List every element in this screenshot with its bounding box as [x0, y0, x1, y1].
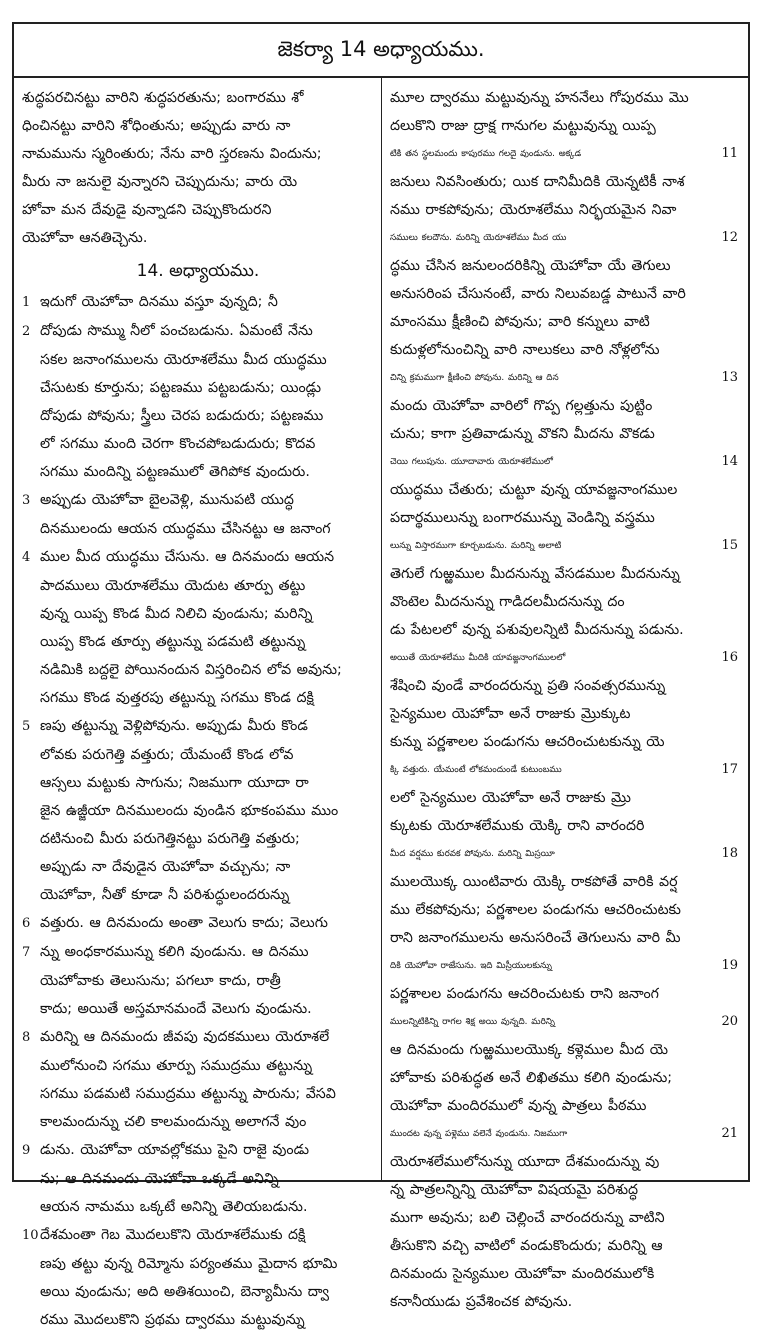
text-line — [22, 1165, 374, 1193]
text-line — [22, 486, 374, 515]
verse-number: 7 — [22, 945, 31, 960]
text-line — [390, 140, 738, 168]
line-text: డును. యెహోవా యావల్లోకము పైని రాజై వుండు — [40, 1142, 310, 1158]
text-line — [22, 1108, 374, 1136]
line-text: క్కి వత్తురు. యేమంటే లోకమందుండే కుటుంబము — [390, 765, 562, 775]
line-text: లలో సైన్యముల యెహోవా అనే రాజుకు మ్రొ — [390, 790, 631, 806]
verse-number: 3 — [22, 493, 31, 508]
verse-number: 20 — [721, 1014, 738, 1029]
text-line — [390, 112, 730, 140]
line-text: పదార్థములున్ను బంగారమున్ను వెండిన్ని వస్త్రము — [390, 510, 655, 526]
text-line: మీరు నా జనులై వున్నారని చెప్పుదును; వారు యె — [22, 174, 298, 190]
line-text: హోవాకు పరిశుద్ధత అనే లిఖితము కలిగి వుండును; — [390, 1070, 673, 1086]
text-line — [390, 1120, 738, 1148]
line-text: న్న పాత్రలన్నిన్ని యెహోవా విషయమై పరిశుద్ధ — [390, 1182, 639, 1198]
line-text: జనులు నివసింతురు; యిక దానిమీదికి యెన్నటికీ నాశ — [390, 174, 685, 190]
text-line — [22, 1278, 374, 1306]
line-text: పర్ణశాలల పండుగను ఆచరించుటకు రాని జనాంగ — [390, 986, 659, 1002]
text-line — [390, 1148, 730, 1176]
text-line — [22, 1080, 374, 1108]
line-text: లోవకు పరుగెత్తి వత్తురు; యేమంటే కొండ లోవ — [40, 747, 294, 763]
text-line — [390, 560, 730, 588]
text-line — [390, 672, 730, 700]
line-text: ముల మీద యుద్ధము చేసును. ఆ దినమందు ఆయన — [40, 549, 335, 565]
text-line — [22, 656, 374, 684]
text-line — [390, 1260, 730, 1288]
verse-number: 5 — [22, 719, 31, 734]
line-text: యెహోవా మందిరములో వున్న పాత్రలు పీఠము — [390, 1098, 647, 1114]
text-line: హోవా మన దేవుడై వున్నాడని చెప్పుకొందురని — [22, 202, 272, 218]
line-text: డు పేటలలో వున్న పశువులన్నిటి మీదనున్ను పడును. — [390, 622, 684, 638]
line-text: ణపు తట్టు వున్న రిమ్మోను పర్యంతము మైదాన భూమి — [40, 1256, 338, 1272]
line-text: న్ను అంధకారమున్ను కలిగి వుండును. ఆ దినము — [40, 944, 309, 960]
text-line — [22, 600, 374, 628]
text-line — [390, 616, 730, 644]
line-text: సగము మందిన్ని పట్టణములో తెగిపోక వుందురు. — [40, 464, 310, 480]
chapter-text-right — [390, 84, 738, 1316]
line-text: అయి వుండును; అది అతిశయించి, బెన్యామీను ద్వా — [40, 1284, 329, 1300]
text-line — [22, 458, 374, 486]
verse-number: 4 — [22, 550, 31, 565]
line-text: మీద వర్షము కురవక పోవును. మరిన్ని మిస్రయీ — [390, 849, 555, 859]
line-text: అప్పుడు యెహోవా బైలవెళ్లి, మునుపటి యుద్ధ — [40, 492, 294, 508]
text-line — [22, 515, 374, 543]
line-text: ఆస్సలు మట్టుకు సాగును; నిజముగా యూదా రా — [40, 775, 309, 791]
verse-number: 16 — [721, 650, 738, 665]
verse-number: 14 — [721, 454, 738, 469]
verse-number: 13 — [721, 370, 738, 385]
line-text: శేషించి వుండే వారందరున్ను ప్రతి సంవత్సరమున్ను — [390, 678, 666, 694]
line-text: ములయొక్క యింటివారు యెక్కి రాకపోతే వారికి వర్ష — [390, 874, 678, 890]
line-text: మరిన్ని ఆ దినమందు జీవపు వుదకములు యెరూశలే — [40, 1029, 330, 1045]
verse-number: 9 — [22, 1143, 31, 1158]
text-line — [390, 336, 730, 364]
line-text: ను; ఆ దినమందు యెహోవా ఒక్కడే అనిన్ని — [40, 1171, 279, 1187]
line-text: నము రాకపోవును; యెరూశలేము నిర్భయమైన నివా — [390, 202, 677, 218]
text-line — [22, 1193, 374, 1221]
line-text: కనానీయుడు ప్రవేశించక పోవును. — [390, 1294, 573, 1310]
text-line — [22, 1052, 374, 1080]
previous-chapter-ending — [22, 84, 374, 252]
text-line — [390, 1176, 730, 1204]
text-line — [390, 392, 730, 420]
text-line — [390, 952, 738, 980]
text-line — [390, 364, 738, 392]
verse-number: 18 — [721, 846, 738, 861]
line-text: క్కుటకు యెరూశలేముకు యెక్కి రాని వారందరి — [390, 818, 645, 834]
line-text: లో సగము మంది చెరగా కొంచపోబడుదురు; కొదవ — [40, 436, 316, 452]
text-line — [22, 797, 374, 825]
verse-number: 12 — [721, 230, 738, 245]
line-text: యెహోవాకు తెలుసును; పగలూ కాదు, రాత్రీ — [40, 973, 281, 989]
column-divider — [381, 76, 382, 1180]
text-line — [390, 168, 730, 196]
text-line — [390, 224, 738, 252]
line-text: సగము కొండ వుత్తరపు తట్టున్ను సగము కొండ దక్షి — [40, 690, 314, 706]
chapter-heading: 14. అధ్యాయము. — [136, 261, 260, 281]
text-line — [22, 1306, 374, 1334]
text-line — [22, 346, 374, 374]
text-line — [390, 644, 738, 672]
text-line — [390, 1232, 730, 1260]
line-text: టికి తన స్థలమందు కాపురము గలదై వుండును. అక్కడ — [390, 149, 582, 159]
text-line — [390, 1204, 730, 1232]
line-text: మందు యెహోవా వారిలో గొప్ప గల్లత్తును పుట్టిం — [390, 398, 653, 414]
text-line — [390, 420, 730, 448]
line-text: ములోనుంచి సగము తూర్పు సముద్రము తట్టున్ను — [40, 1058, 313, 1074]
text-line — [390, 1064, 730, 1092]
line-text: నడిమికి బద్దలై పోయినందున విస్తరించిన లోవ అవును; — [40, 662, 342, 678]
verse-number: 21 — [721, 1126, 738, 1141]
line-text: దోపుడు పోవును; స్త్రీలు చెరప బడుదురు; పట్టణము — [40, 408, 324, 424]
line-text: చేసుటకు కూర్తును; పట్టణము పట్టబడును; యిండ్లు — [40, 380, 322, 396]
line-text: కాలమందున్ను చలి కాలమందున్ను అలాగనే వుం — [40, 1114, 307, 1130]
text-line — [22, 430, 374, 458]
text-line — [390, 588, 730, 616]
line-text: చిన్ని క్రమముగా క్షీణించి పోవును. మరిన్ని ఆ దిన — [390, 373, 559, 383]
line-text: ణపు తట్టున్ను వెళ్లిపోవును. అప్పుడు మీరు కొండ — [40, 718, 308, 734]
text-line — [390, 700, 730, 728]
line-text: యెరూశలేములోనున్ను యూదా దేశమందున్ను వు — [390, 1154, 660, 1170]
text-line — [390, 728, 730, 756]
line-text: రము మొదలుకొని ప్రథమ ద్వారము మట్టువున్ను — [40, 1312, 305, 1328]
text-line — [22, 938, 374, 967]
line-text: వున్న యిప్ప కొండ మీద నిలిచి వుండును; మరిన్ని — [40, 606, 313, 622]
line-text: దినమందు సైన్యముల యెహోవా మందిరములోకి — [390, 1266, 655, 1282]
text-line: ధించినట్టు వారిని శోధింతును; అప్పుడు వారు నా — [22, 118, 291, 134]
verse-number: 8 — [22, 1030, 31, 1045]
text-line — [390, 1092, 730, 1120]
text-line — [22, 712, 374, 741]
line-text: సకల జనాంగములను యెరూశలేము మీద యుద్ధము — [40, 352, 327, 368]
right-column — [390, 84, 738, 1310]
line-text: చెయి గలుపును. యూదావారు యెరూశలేములో — [390, 457, 553, 467]
text-line — [22, 684, 374, 712]
text-line — [22, 374, 374, 402]
line-text: కున్ను పర్ణశాలల పండుగను ఆచరించుటకున్ను యె — [390, 734, 665, 750]
text-line — [390, 1288, 730, 1316]
line-text: అప్పుడు నా దేవుడైన యెహోవా వచ్చును; నా — [40, 859, 291, 875]
text-line — [390, 812, 730, 840]
text-line — [390, 756, 738, 784]
verse-number: 10 — [22, 1228, 39, 1243]
text-line — [22, 909, 374, 938]
text-line: నామమును స్మరింతురు; నేను వారి స్తరణను విందును; — [22, 146, 322, 162]
text-line — [22, 1136, 374, 1165]
text-line — [390, 980, 730, 1008]
page-header — [14, 24, 748, 78]
line-text: ఆ దినమందు గుఱ్ఱములయొక్క కళ్లెముల మీద యె — [390, 1042, 669, 1058]
line-text: సైన్యముల యెహోవా అనే రాజుకు మ్రొక్కుట — [390, 706, 631, 722]
text-line — [390, 896, 730, 924]
text-line — [390, 1008, 738, 1036]
line-text: రాని జనాంగములను అనుసరించే తెగులును వారి మీ — [390, 930, 681, 946]
line-text: మూల ద్వారము మట్టువున్ను హననేలు గోపురము మొ — [390, 90, 689, 106]
line-text: దోపుడు సొమ్ము నీలో పంచబడును. ఏమంటే నేను — [40, 323, 313, 339]
line-text: మాంసము క్షీణించి పోవును; వారి కన్నులు వాటి — [390, 314, 650, 330]
line-text: యుద్ధము చేతురు; చుట్టూ వున్న యావజ్జనాంగముల — [390, 482, 678, 498]
text-line — [22, 288, 374, 317]
text-line — [22, 825, 374, 853]
line-text: సగము పడమటి సముద్రము తట్టున్ను పారును; వేసవి — [40, 1086, 336, 1102]
left-column — [22, 84, 374, 1328]
text-line — [22, 1023, 374, 1052]
text-line — [390, 924, 730, 952]
line-text: కుదుళ్లలోనుంచిన్ని వారి నాలుకలు వారి నోళ్లలోను — [390, 342, 660, 358]
text-line — [390, 1036, 730, 1064]
line-text: లున్ను విస్తారముగా కూర్చబడును. మరిన్ని అలాటి — [390, 541, 562, 551]
line-text: ములన్నిటికిన్ని రాగల శిక్ష అయి వున్నది. మరిన్ని — [390, 1017, 555, 1027]
line-text: దేశమంతా గెబ మొదలుకొని యెరూశలేముకు దక్షి — [40, 1227, 306, 1243]
verse-number: 17 — [721, 762, 738, 777]
line-text: ము లేకపోవును; పర్ణశాలల పండుగను ఆచరించుటకు — [390, 902, 681, 918]
page-title: జెకర్యా 14 అధ్యాయము. — [277, 37, 485, 61]
chapter-text-left — [22, 288, 374, 1334]
verse-number: 2 — [22, 324, 31, 339]
line-text: వొంటెల మీదనున్ను గాడిదలమీదనున్ను దం — [390, 594, 625, 610]
text-line — [390, 532, 738, 560]
line-text: అనుసరింప చేసునంటే, వారు నిలువబడ్డ పాటునే వారి — [390, 286, 686, 302]
line-text: దలుకొని రాజు ద్రాక్ష గానుగల మట్టువున్ను యిప్ప — [390, 118, 656, 134]
line-text: ఇదుగో యెహోవా దినము వస్తూ వున్నది; నీ — [40, 294, 278, 310]
text-line — [390, 868, 730, 896]
text-line — [22, 769, 374, 797]
line-text: వత్తురు. ఆ దినమందు అంతా వెలుగు కాదు; వెలుగు — [40, 915, 328, 931]
text-line — [22, 1250, 374, 1278]
page-frame — [12, 22, 750, 1328]
text-line — [390, 784, 730, 812]
line-text: పాదములు యెరూశలేము యెదుట తూర్పు తట్టు — [40, 578, 306, 594]
text-line — [22, 853, 374, 881]
text-line — [390, 840, 738, 868]
text-line — [390, 84, 730, 112]
text-line — [390, 448, 738, 476]
text-line — [22, 543, 374, 572]
text-line — [22, 881, 374, 909]
line-text: కాదు; అయితే అస్తమానమందే వెలుగు వుండును. — [40, 1001, 312, 1017]
text-line: యెహోవా ఆనతిచ్చెను. — [22, 230, 148, 246]
line-text: జైన ఉజ్జీయా దినములందు వుండిన భూకంపము ముం — [40, 803, 339, 819]
line-text: దటినుంచి మీరు పరుగెత్తినట్టు పరుగెత్తి వత్తురు; — [40, 831, 300, 847]
verse-number: 6 — [22, 916, 31, 931]
verse-number: 19 — [721, 958, 738, 973]
line-text: అయితే యెరూశలేము మీదికి యావజ్జనాంగములలో — [390, 653, 566, 663]
text-line — [390, 252, 730, 280]
text-line: శుద్ధపరచినట్టు వారిని శుద్ధపరతును; బంగారము శో — [22, 90, 304, 106]
text-line — [390, 504, 730, 532]
verse-number: 11 — [721, 146, 738, 161]
line-text: తెగులే గుఱ్ఱముల మీదనున్ను వేసడముల మీదనున్ను — [390, 566, 680, 582]
line-text: సములు కలదౌను. మరిన్ని యెరూశలేము మీద యు — [390, 233, 567, 243]
line-text: చును; కాగా ప్రతివాడున్ను వొకని మీదను వొకడు — [390, 426, 655, 442]
line-text: ద్ధము చేసిన జనులందరికిన్ని యెహోవా యే తెగులు — [390, 258, 671, 274]
text-line — [390, 476, 730, 504]
line-text: దికి యెహోవా రాజేసును. ఇది మిస్రీయులకున్ను — [390, 961, 552, 971]
verse-number: 1 — [22, 295, 31, 310]
line-text: ముందట వున్న పళ్లెము వలెనే వుండును. నిజముగా — [390, 1129, 568, 1139]
text-line — [22, 995, 374, 1023]
line-text: యిప్ప కొండ తూర్పు తట్టున్ను పడమటి తట్టున్ను — [40, 634, 306, 650]
text-line — [22, 741, 374, 769]
text-line — [390, 308, 730, 336]
text-line — [22, 572, 374, 600]
text-line — [390, 196, 730, 224]
line-text: యెహోవా, నీతో కూడా నీ పరిశుద్ధులందరున్ను — [40, 887, 290, 903]
text-line — [22, 402, 374, 430]
line-text: తీసుకొని వచ్చి వాటిలో వండుకొందురు; మరిన్ని ఆ — [390, 1238, 663, 1254]
line-text: ఆయన నామము ఒక్కటే అనిన్ని తెలియబడును. — [40, 1199, 308, 1215]
verse-number: 15 — [721, 538, 738, 553]
line-text: దినములందు ఆయన యుద్ధము చేసినట్టు ఆ జనాంగ — [40, 521, 331, 537]
text-line — [390, 280, 730, 308]
text-line — [22, 967, 374, 995]
text-line — [22, 317, 374, 346]
text-line — [22, 1221, 374, 1250]
line-text: ముగా అవును; బలి చెల్లించే వారందరున్ను వాటిని — [390, 1210, 665, 1226]
text-line — [22, 628, 374, 656]
